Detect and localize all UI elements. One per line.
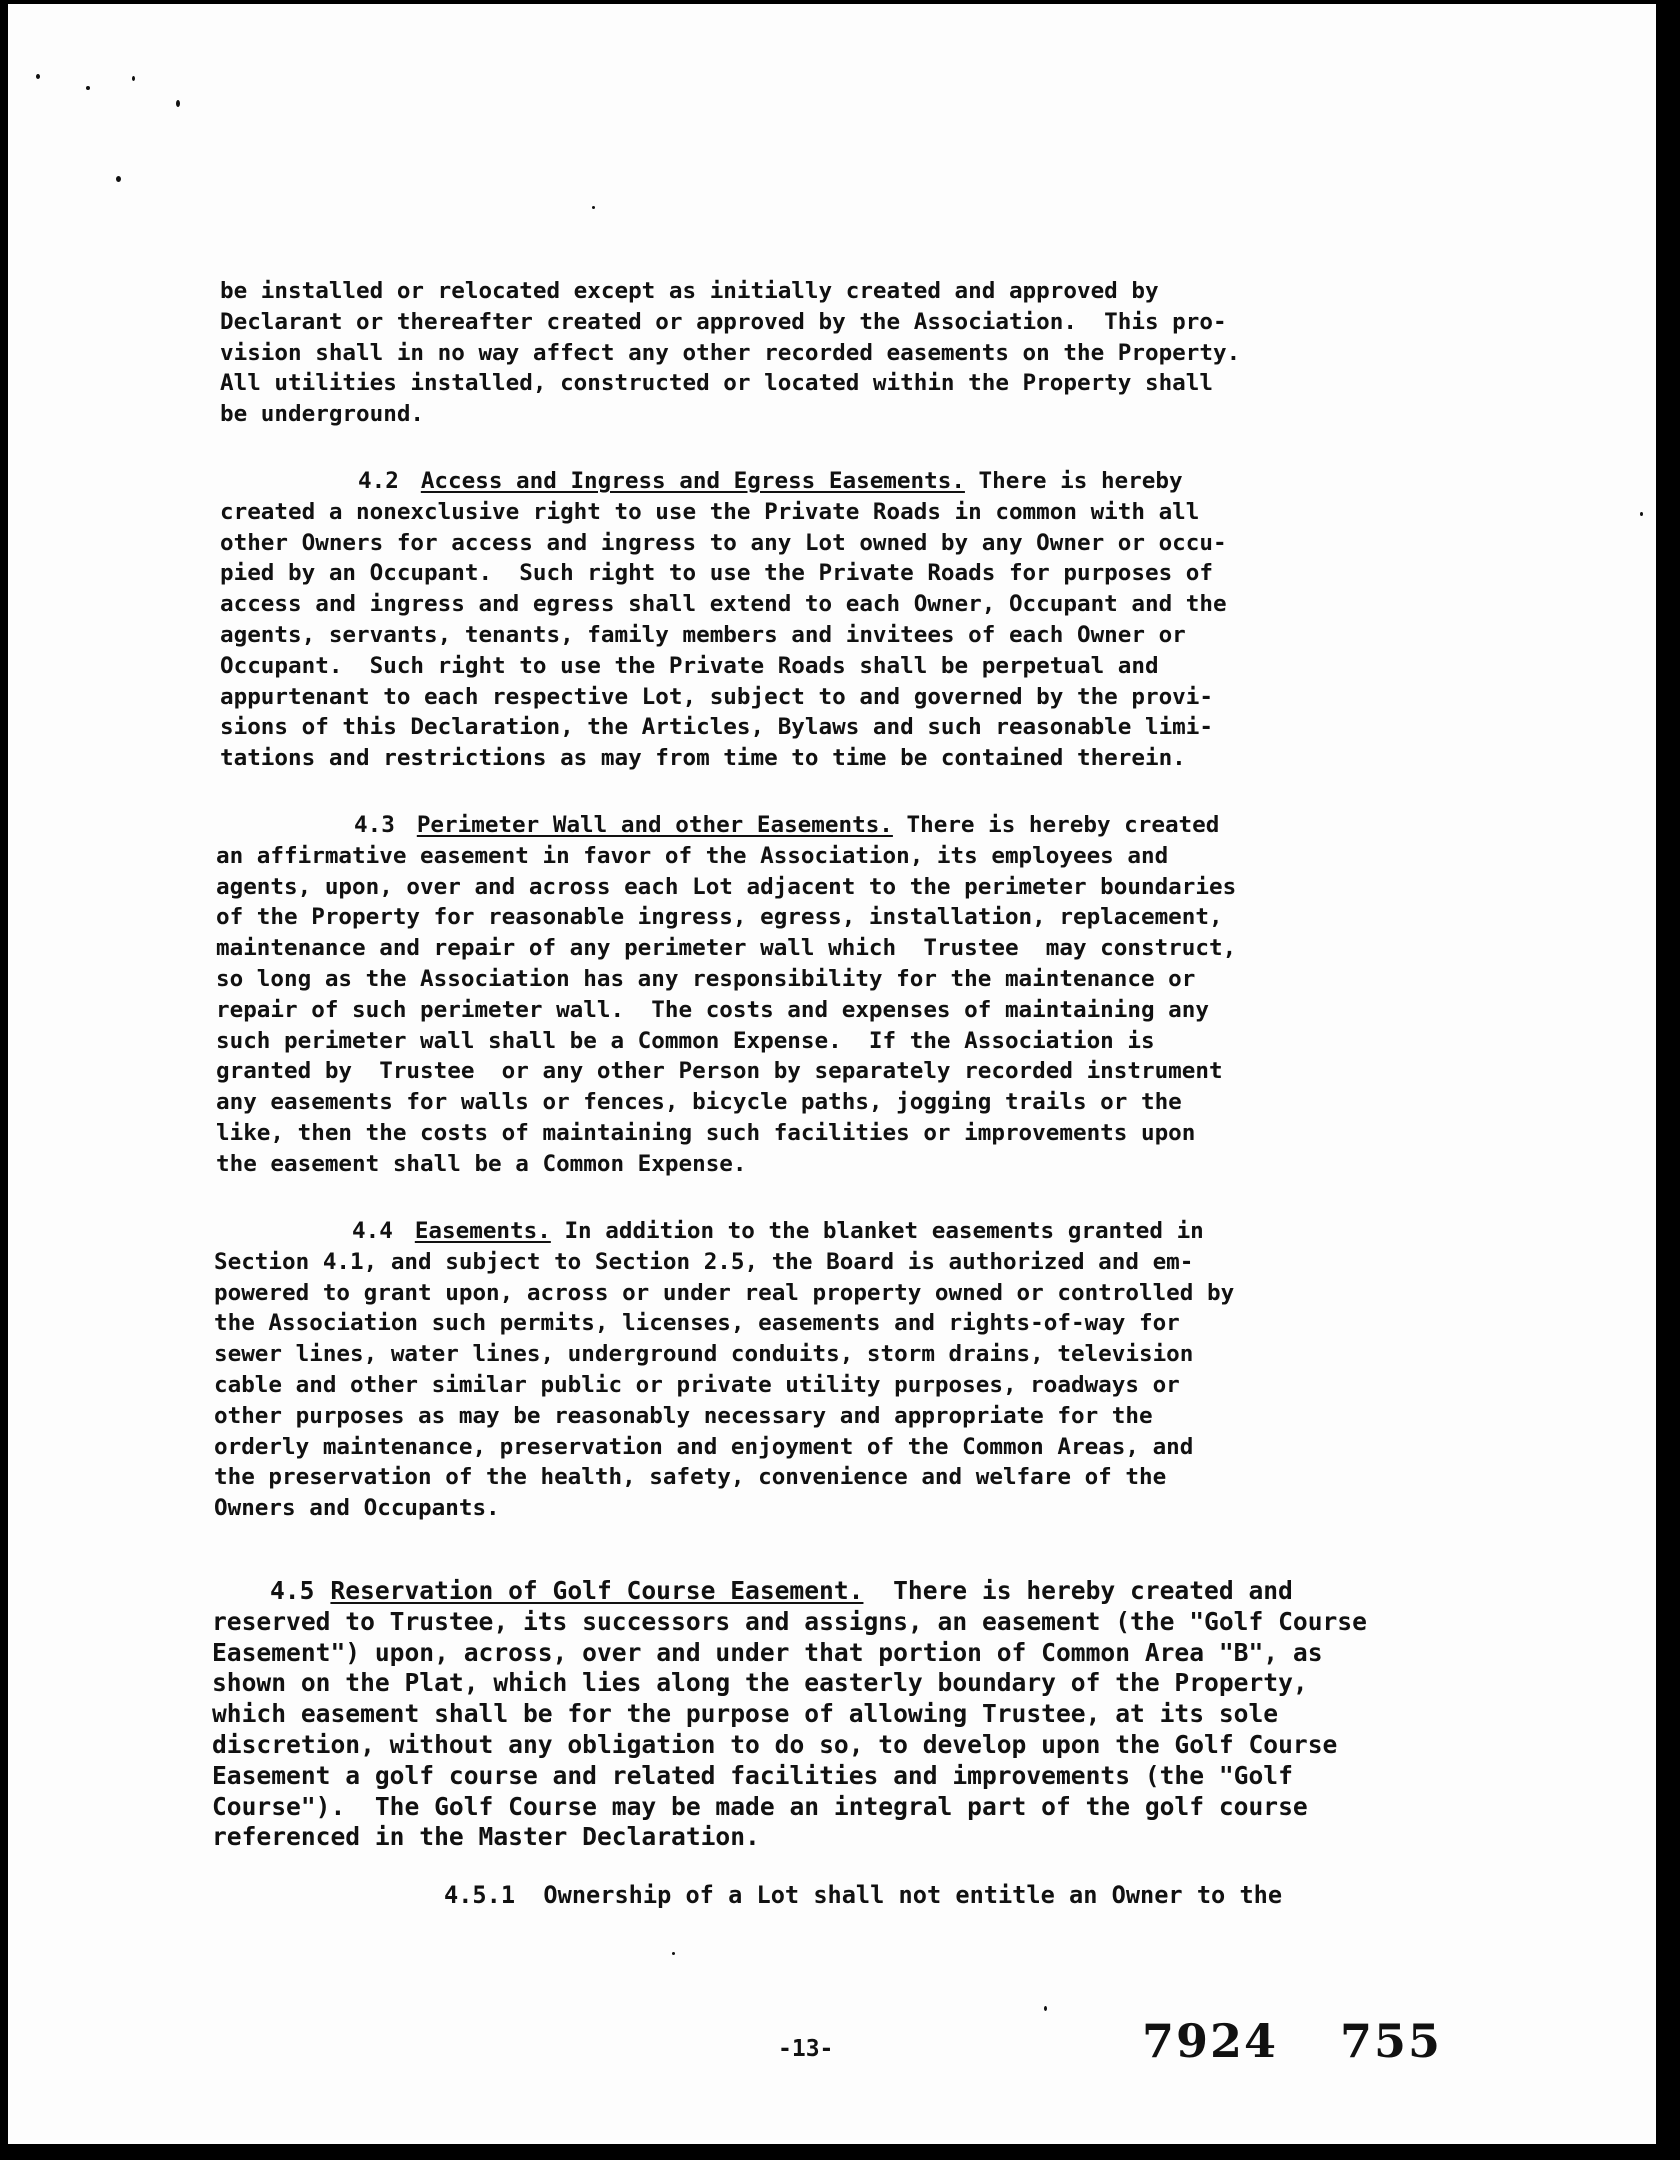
text-line: access and ingress and egress shall extend to each Owner, Occupant and the	[220, 591, 1227, 618]
text-line: such perimeter wall shall be a Common Expense. If the Association is	[216, 1027, 1155, 1054]
text-line: Occupant. Such right to use the Private Roads shall be perpetual and	[220, 652, 1159, 679]
recording-stamp-page: 755	[1340, 2014, 1443, 2068]
text-line: tations and restrictions as may from time to time be contained therein.	[220, 745, 1186, 772]
section-heading: Perimeter Wall and other Easements.	[416, 812, 893, 838]
text-line: any easements for walls or fences, bicycle paths, jogging trails or the	[216, 1089, 1182, 1116]
section-heading: Access and Ingress and Egress Easements.	[420, 468, 965, 494]
text-line: other purposes as may be reasonably necessary and appropriate for the	[214, 1402, 1153, 1429]
section-number: 4.2	[358, 468, 399, 494]
section-heading-rest: There is hereby created	[892, 812, 1220, 838]
text-line: referenced in the Master Declaration.	[212, 1822, 760, 1852]
intro-paragraph	[220, 276, 1240, 430]
text-line: so long as the Association has any responsibility for the maintenance or	[216, 965, 1196, 992]
section-heading-line	[220, 466, 1227, 497]
text-line: repair of such perimeter wall. The costs and expenses of maintaining any	[216, 996, 1209, 1023]
text-line: created a nonexclusive right to use the Private Roads in common with all	[220, 498, 1200, 525]
scan-speck	[1044, 2006, 1047, 2011]
section-heading-line	[214, 1216, 1234, 1247]
text-line: discretion, without any obligation to do so, to develop upon the Golf Course	[212, 1729, 1338, 1759]
section-heading-rest: There is hereby	[964, 468, 1183, 494]
section-4-2	[220, 466, 1227, 774]
scan-speck	[116, 176, 121, 182]
text-line: Course"). The Golf Course may be made an integral part of the golf course	[212, 1791, 1308, 1821]
document-page	[8, 4, 1656, 2144]
section-4-3	[216, 810, 1236, 1180]
text-line: the easement shall be a Common Expense.	[216, 1150, 747, 1177]
section-heading-rest: In addition to the blanket easements granted in	[550, 1218, 1204, 1244]
text-line: Easement") upon, across, over and under that portion of Common Area "B", as	[212, 1637, 1323, 1667]
text-line: All utilities installed, constructed or located within the Property shall	[220, 370, 1213, 397]
text-line: of the Property for reasonable ingress, egress, installation, replacement,	[216, 904, 1223, 931]
recording-stamp-book: 7924	[1142, 2014, 1279, 2068]
text-line: like, then the costs of maintaining such facilities or improvements upon	[216, 1119, 1196, 1146]
text-line: be installed or relocated except as initially created and approved by	[220, 278, 1159, 304]
text-line: shown on the Plat, which lies along the easterly boundary of the Property,	[212, 1668, 1308, 1698]
subsection-4-5-1	[444, 1880, 1282, 1911]
text-line: 4.5.1 Ownership of a Lot shall not entitle an Owner to the	[444, 1881, 1283, 1909]
text-line: agents, upon, over and across each Lot adjacent to the perimeter boundaries	[216, 873, 1237, 900]
scan-speck	[86, 86, 90, 90]
text-line: cable and other similar public or private utility purposes, roadways or	[214, 1371, 1180, 1398]
text-line: Easement a golf course and related facilities and improvements (the "Golf	[212, 1760, 1293, 1790]
text-line: reserved to Trustee, its successors and assigns, an easement (the "Golf Course	[212, 1606, 1367, 1636]
text-line: appurtenant to each respective Lot, subject to and governed by the provi-	[220, 683, 1213, 710]
text-line: Section 4.1, and subject to Section 2.5, the Board is authorized and em-	[214, 1248, 1194, 1275]
text-line: agents, servants, tenants, family members and invitees of each Owner or	[220, 621, 1186, 648]
page-number: -13-	[778, 2036, 834, 2062]
text-line: orderly maintenance, preservation and enjoyment of the Common Areas, and	[214, 1433, 1194, 1460]
text-line: sions of this Declaration, the Articles, Bylaws and such reasonable limi-	[220, 714, 1213, 741]
section-number: 4.5	[270, 1576, 315, 1605]
text-line: vision shall in no way affect any other recorded easements on the Property.	[220, 339, 1241, 366]
text-line: granted by Trustee or any other Person by separately recorded instrument	[216, 1058, 1223, 1085]
scan-speck	[1640, 512, 1643, 516]
section-heading-line	[216, 810, 1236, 841]
text-line: which easement shall be for the purpose of allowing Trustee, at its sole	[212, 1699, 1279, 1729]
section-4-4	[214, 1216, 1234, 1524]
text-line: Owners and Occupants.	[214, 1495, 500, 1522]
section-heading-rest: There is hereby created and	[863, 1576, 1293, 1605]
section-4-5	[212, 1576, 1367, 1853]
scan-speck	[132, 76, 135, 81]
text-line: pied by an Occupant. Such right to use the Private Roads for purposes of	[220, 560, 1213, 587]
section-heading-line	[212, 1576, 1367, 1607]
text-line: Declarant or thereafter created or approved by the Association. This pro-	[220, 308, 1227, 335]
scan-speck	[672, 1952, 675, 1955]
section-heading: Reservation of Golf Course Easement.	[330, 1576, 864, 1605]
text-line: the Association such permits, licenses, easements and rights-of-way for	[214, 1310, 1180, 1337]
text-line: other Owners for access and ingress to any Lot owned by any Owner or occu-	[220, 529, 1227, 556]
text-line: maintenance and repair of any perimeter wall which Trustee may construct,	[216, 935, 1237, 962]
text-line: an affirmative easement in favor of the Association, its employees and	[216, 842, 1169, 869]
scan-speck	[176, 100, 180, 107]
text-line: be underground.	[220, 401, 425, 428]
text-line: sewer lines, water lines, underground conduits, storm drains, television	[214, 1341, 1194, 1368]
section-heading: Easements.	[414, 1218, 551, 1244]
scan-speck	[36, 74, 40, 79]
section-number: 4.4	[352, 1218, 393, 1244]
text-line: powered to grant upon, across or under real property owned or controlled by	[214, 1279, 1235, 1306]
section-number: 4.3	[354, 812, 395, 838]
text-line: the preservation of the health, safety, convenience and welfare of the	[214, 1464, 1167, 1491]
scan-speck	[592, 206, 595, 209]
